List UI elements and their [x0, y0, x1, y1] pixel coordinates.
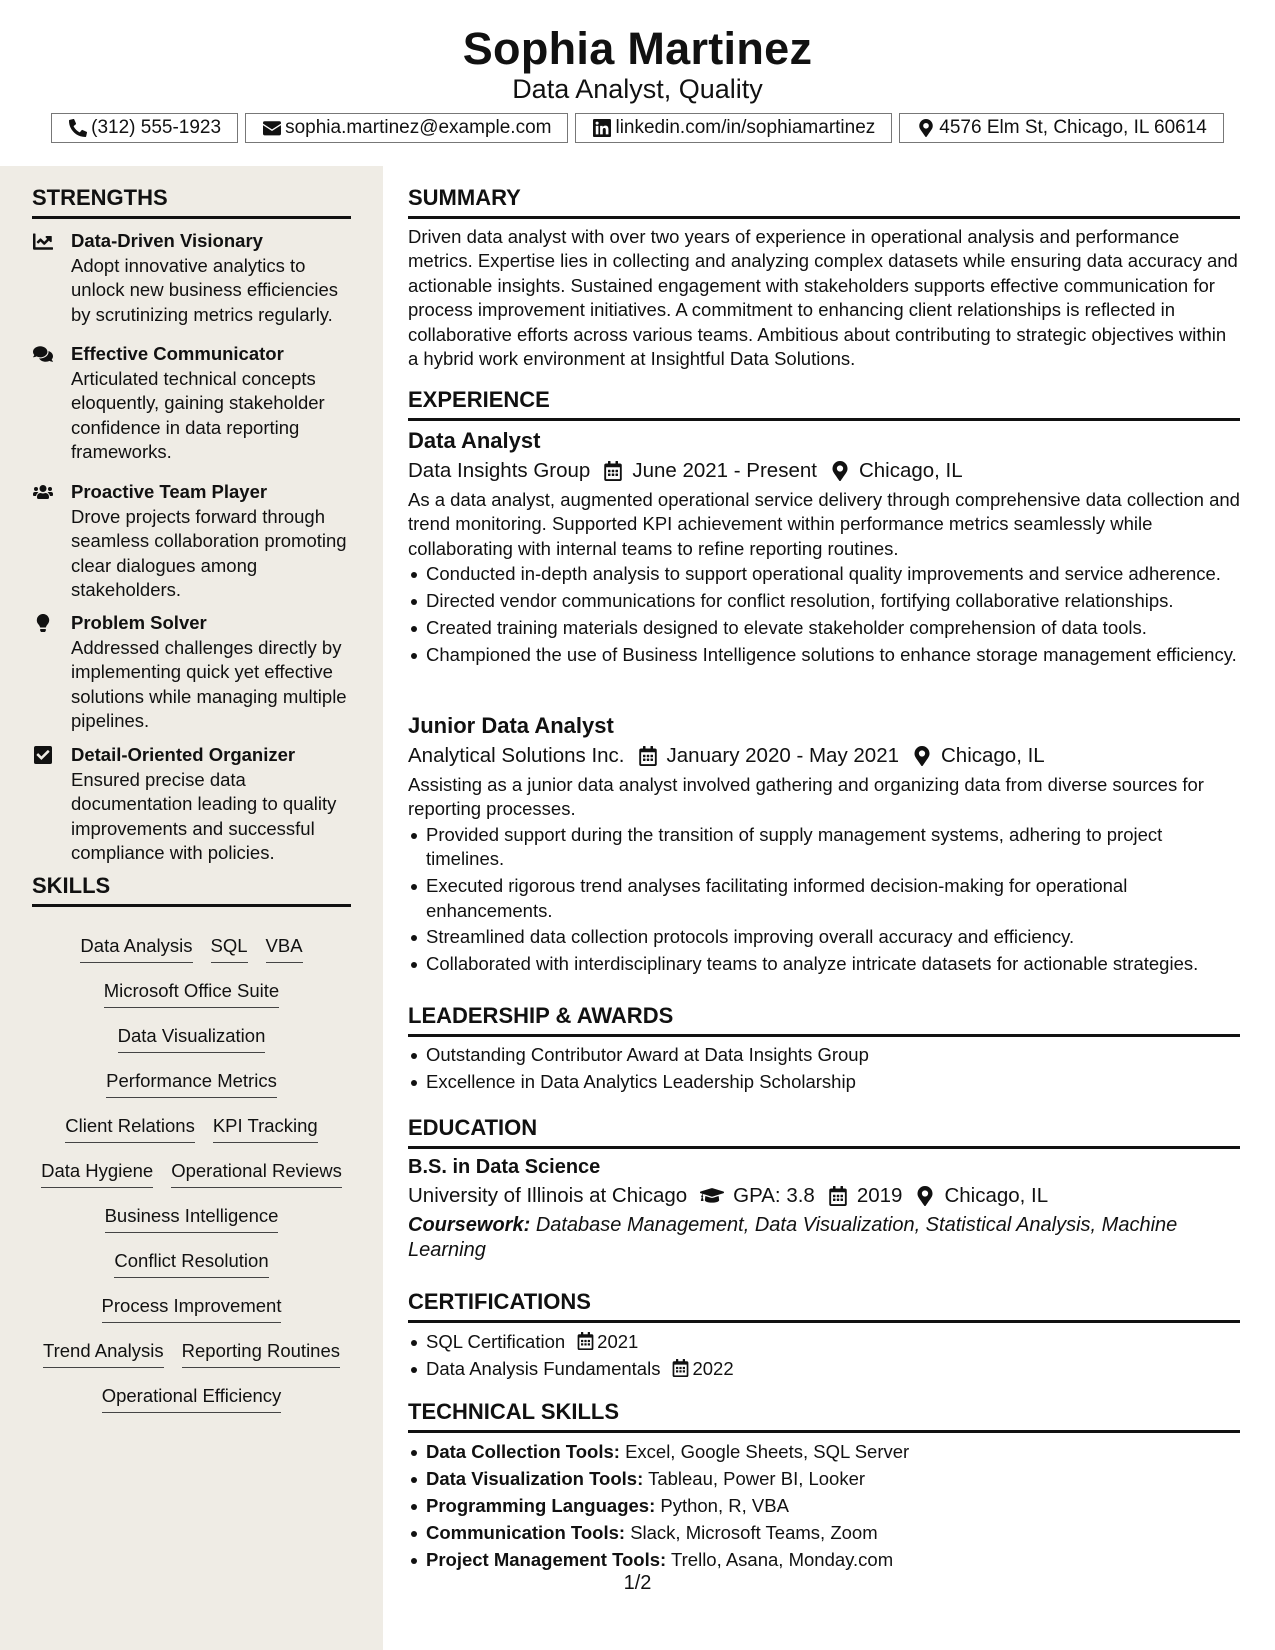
- calendar-icon: [637, 745, 659, 767]
- linkedin-icon: [592, 119, 611, 138]
- skill-row: [32, 1069, 351, 1114]
- skill-tag: Reporting Routines: [182, 1339, 340, 1368]
- summary-text: Driven data analyst with over two years of experience in operational analysis and performance metrics. Expertise lies in collecting and analyzing complex datasets while ensuring data accuracy and actionable insights. Sustained engagement with stakeholders supports effective communication for process improvement initiatives. A commitment to enhancing client relationships is reflected in collaborative efforts across various teams. Ambitious about contributing to strategic objectives within a hybrid work environment at Insightful Data Solutions.: [408, 226, 1238, 370]
- degree-title: B.S. in Data Science: [408, 1156, 601, 1178]
- technical-skills-list: [408, 1440, 1240, 1572]
- cert-name: Data Analysis Fundamentals: [426, 1357, 661, 1379]
- cert-name: SQL Certification: [426, 1331, 566, 1352]
- list-item: Outstanding Contributor Award at Data Insights Group: [426, 1043, 1240, 1067]
- job-entry: [408, 712, 1240, 979]
- list-item: [426, 1357, 1240, 1381]
- experience-heading: EXPERIENCE: [408, 386, 1240, 421]
- list-item: [426, 1440, 1240, 1464]
- users-icon: [32, 483, 54, 501]
- job-bullets: [408, 823, 1240, 977]
- comments-icon: [32, 345, 54, 363]
- summary-heading: SUMMARY: [408, 184, 1240, 219]
- job-description: As a data analyst, augmented operational service delivery through comprehensive data collection and trend monitoring. Supported KPI achievement within performance metrics seamlessly while collaborating with internal teams to refine reporting routines.: [408, 489, 1240, 559]
- strength-description: Drove projects forward through seamless collaboration promoting clear dialogues among stakeholders.: [71, 506, 347, 600]
- education-location: Chicago, IL: [944, 1184, 1049, 1207]
- contact-address-text: 4576 Elm St, Chicago, IL 60614: [939, 117, 1207, 138]
- skill-row: [32, 979, 351, 1024]
- education-heading: EDUCATION: [408, 1114, 1240, 1149]
- skill-row: [32, 1384, 351, 1429]
- chart-line-icon: [32, 232, 54, 250]
- tech-skill-value: Excel, Google Sheets, SQL Server: [625, 1441, 910, 1462]
- list-item: [426, 1548, 1240, 1572]
- list-item: Executed rigorous trend analyses facilitating informed decision-making for operational enhancements.: [426, 874, 1240, 923]
- skill-tag: Business Intelligence: [105, 1204, 279, 1233]
- strength-description: Ensured precise data documentation leading to quality improvements and successful compliance with policies.: [71, 769, 337, 863]
- calendar-icon: [577, 1332, 595, 1350]
- list-item: Directed vendor communications for conflict resolution, fortifying collaborative relationships.: [426, 589, 1240, 613]
- skill-tag: Microsoft Office Suite: [104, 979, 279, 1008]
- tech-skill-label: Communication Tools:: [426, 1521, 626, 1543]
- coursework-list: Database Management, Data Visualization, Statistical Analysis, Machine Learning: [408, 1214, 1178, 1261]
- coursework-label: Coursework:: [408, 1214, 531, 1236]
- skill-row: [32, 1249, 351, 1294]
- list-item: Championed the use of Business Intelligence solutions to enhance storage management efficiency.: [426, 643, 1240, 667]
- list-item: [426, 1467, 1240, 1491]
- skill-tag: KPI Tracking: [213, 1114, 318, 1143]
- strength-title: Effective Communicator: [71, 343, 284, 364]
- education-section: [408, 1114, 1240, 1262]
- contact-linkedin-text: linkedin.com/in/sophiamartinez: [615, 117, 876, 138]
- list-item: Streamlined data collection protocols improving overall accuracy and efficiency.: [426, 925, 1240, 949]
- technical-skills-section: [408, 1398, 1240, 1575]
- school-name: University of Illinois at Chicago: [408, 1184, 688, 1207]
- contact-phone[interactable]: [51, 113, 238, 143]
- list-item: Collaborated with interdisciplinary teams to analyze intricate datasets for actionable strategies.: [426, 952, 1240, 976]
- education-meta: [408, 1182, 1240, 1210]
- contact-linkedin[interactable]: [575, 113, 892, 143]
- skill-row: [32, 1114, 351, 1159]
- strength-title: Data-Driven Visionary: [71, 230, 263, 251]
- check-square-icon: [32, 746, 54, 764]
- strengths-heading: STRENGTHS: [32, 184, 351, 219]
- skill-tag: Conflict Resolution: [114, 1249, 268, 1278]
- skill-row: [32, 1294, 351, 1339]
- job-meta: [408, 457, 1240, 485]
- tech-skill-value: Python, R, VBA: [660, 1494, 789, 1516]
- job-title: Data Analyst: [408, 428, 541, 453]
- skills-heading: SKILLS: [32, 872, 351, 907]
- leadership-heading: LEADERSHIP & AWARDS: [408, 1002, 1240, 1037]
- lightbulb-icon: [32, 614, 54, 632]
- contact-email[interactable]: [245, 113, 568, 143]
- technical-skills-heading: TECHNICAL SKILLS: [408, 1398, 1240, 1433]
- cert-year: 2021: [597, 1331, 639, 1352]
- tech-skill-value: Tableau, Power BI, Looker: [648, 1467, 866, 1489]
- list-item: [426, 1330, 1240, 1354]
- job-location: Chicago, IL: [858, 459, 963, 482]
- certifications-list: [408, 1330, 1240, 1381]
- skills-list: [32, 934, 351, 1429]
- skill-tag: Operational Efficiency: [102, 1384, 282, 1413]
- phone-icon: [68, 119, 87, 138]
- list-item: Provided support during the transition of supply management systems, adhering to project timelines.: [426, 823, 1240, 872]
- strength-title: Detail-Oriented Organizer: [71, 744, 296, 765]
- skill-row: [32, 1024, 351, 1069]
- job-dates: June 2021 - Present: [632, 459, 817, 482]
- calendar-icon: [602, 460, 624, 482]
- map-pin-icon: [916, 119, 935, 138]
- tech-skill-value: Slack, Microsoft Teams, Zoom: [630, 1521, 878, 1543]
- skill-tag: Performance Metrics: [106, 1069, 277, 1098]
- skill-tag: Client Relations: [65, 1114, 195, 1143]
- strength-description: Adopt innovative analytics to unlock new business efficiencies by scrutinizing metrics regularly.: [71, 255, 339, 325]
- envelope-icon: [262, 119, 281, 138]
- job-company: Data Insights Group: [408, 459, 591, 482]
- tech-skill-label: Data Collection Tools:: [426, 1441, 620, 1462]
- gpa: GPA: 3.8: [733, 1184, 815, 1207]
- coursework: [408, 1213, 1240, 1262]
- skill-tag: Process Improvement: [102, 1294, 282, 1323]
- skill-tag: VBA: [266, 934, 303, 963]
- strength-title: Proactive Team Player: [71, 481, 268, 502]
- experience-section: [408, 386, 1240, 670]
- contact-address[interactable]: [899, 113, 1224, 143]
- skill-row: [32, 1204, 351, 1249]
- job-title: Junior Data Analyst: [408, 713, 614, 738]
- list-item: [426, 1521, 1240, 1545]
- candidate-role: Data Analyst, Quality: [512, 74, 763, 104]
- leadership-section: [408, 1002, 1240, 1097]
- list-item: [426, 1494, 1240, 1518]
- skill-tag: Data Hygiene: [41, 1159, 153, 1188]
- strength-description: Addressed challenges directly by implementing quick yet effective solutions while managing multiple pipelines.: [71, 637, 347, 731]
- job-entry: [408, 427, 1240, 667]
- tech-skill-value: Trello, Asana, Monday.com: [671, 1548, 894, 1570]
- skill-tag: Trend Analysis: [43, 1339, 164, 1368]
- tech-skill-label: Project Management Tools:: [426, 1548, 667, 1570]
- contact-email-text: sophia.martinez@example.com: [285, 117, 552, 138]
- map-pin-icon: [914, 1185, 936, 1207]
- map-pin-icon: [911, 745, 933, 767]
- skill-tag: Data Analysis: [80, 934, 192, 963]
- cert-year: 2022: [692, 1357, 734, 1379]
- skill-row: [32, 1159, 351, 1204]
- tech-skill-label: Programming Languages:: [426, 1494, 656, 1516]
- strength-title: Problem Solver: [71, 612, 207, 633]
- list-item: Created training materials designed to elevate stakeholder comprehension of data tools.: [426, 616, 1240, 640]
- calendar-icon: [827, 1185, 849, 1207]
- tech-skill-label: Data Visualization Tools:: [426, 1467, 644, 1489]
- list-item: Excellence in Data Analytics Leadership Scholarship: [426, 1070, 1240, 1094]
- job-location: Chicago, IL: [941, 744, 1045, 767]
- contact-phone-text: (312) 555-1923: [91, 117, 222, 138]
- page-number: 1/2: [623, 1572, 652, 1594]
- contact-bar: [0, 113, 1275, 143]
- job-bullets: [408, 562, 1240, 667]
- job-dates: January 2020 - May 2021: [666, 744, 899, 767]
- leadership-list: [408, 1043, 1240, 1094]
- skill-tag: Operational Reviews: [171, 1159, 342, 1188]
- summary-section: [408, 184, 1240, 371]
- skill-tag: SQL: [211, 934, 248, 963]
- candidate-name: Sophia Martinez: [462, 23, 813, 74]
- certifications-section: [408, 1288, 1240, 1384]
- job-company: Analytical Solutions Inc.: [408, 744, 625, 767]
- skill-tag: Data Visualization: [118, 1024, 266, 1053]
- calendar-icon: [672, 1359, 690, 1377]
- certifications-heading: CERTIFICATIONS: [408, 1288, 1240, 1323]
- strength-description: Articulated technical concepts eloquently, gaining stakeholder confidence in data reporting frameworks.: [71, 368, 325, 462]
- job-description: Assisting as a junior data analyst involved gathering and organizing data from diverse sources for reporting processes.: [408, 774, 1204, 820]
- list-item: Conducted in-depth analysis to support operational quality improvements and service adherence.: [426, 562, 1240, 586]
- graduation-year: 2019: [856, 1184, 903, 1207]
- graduation-cap-icon: [699, 1185, 725, 1207]
- resume-header: [0, 0, 1275, 166]
- skill-row: [32, 1339, 351, 1384]
- map-pin-icon: [829, 460, 851, 482]
- job-meta: [408, 742, 1240, 770]
- skill-row: [32, 934, 351, 979]
